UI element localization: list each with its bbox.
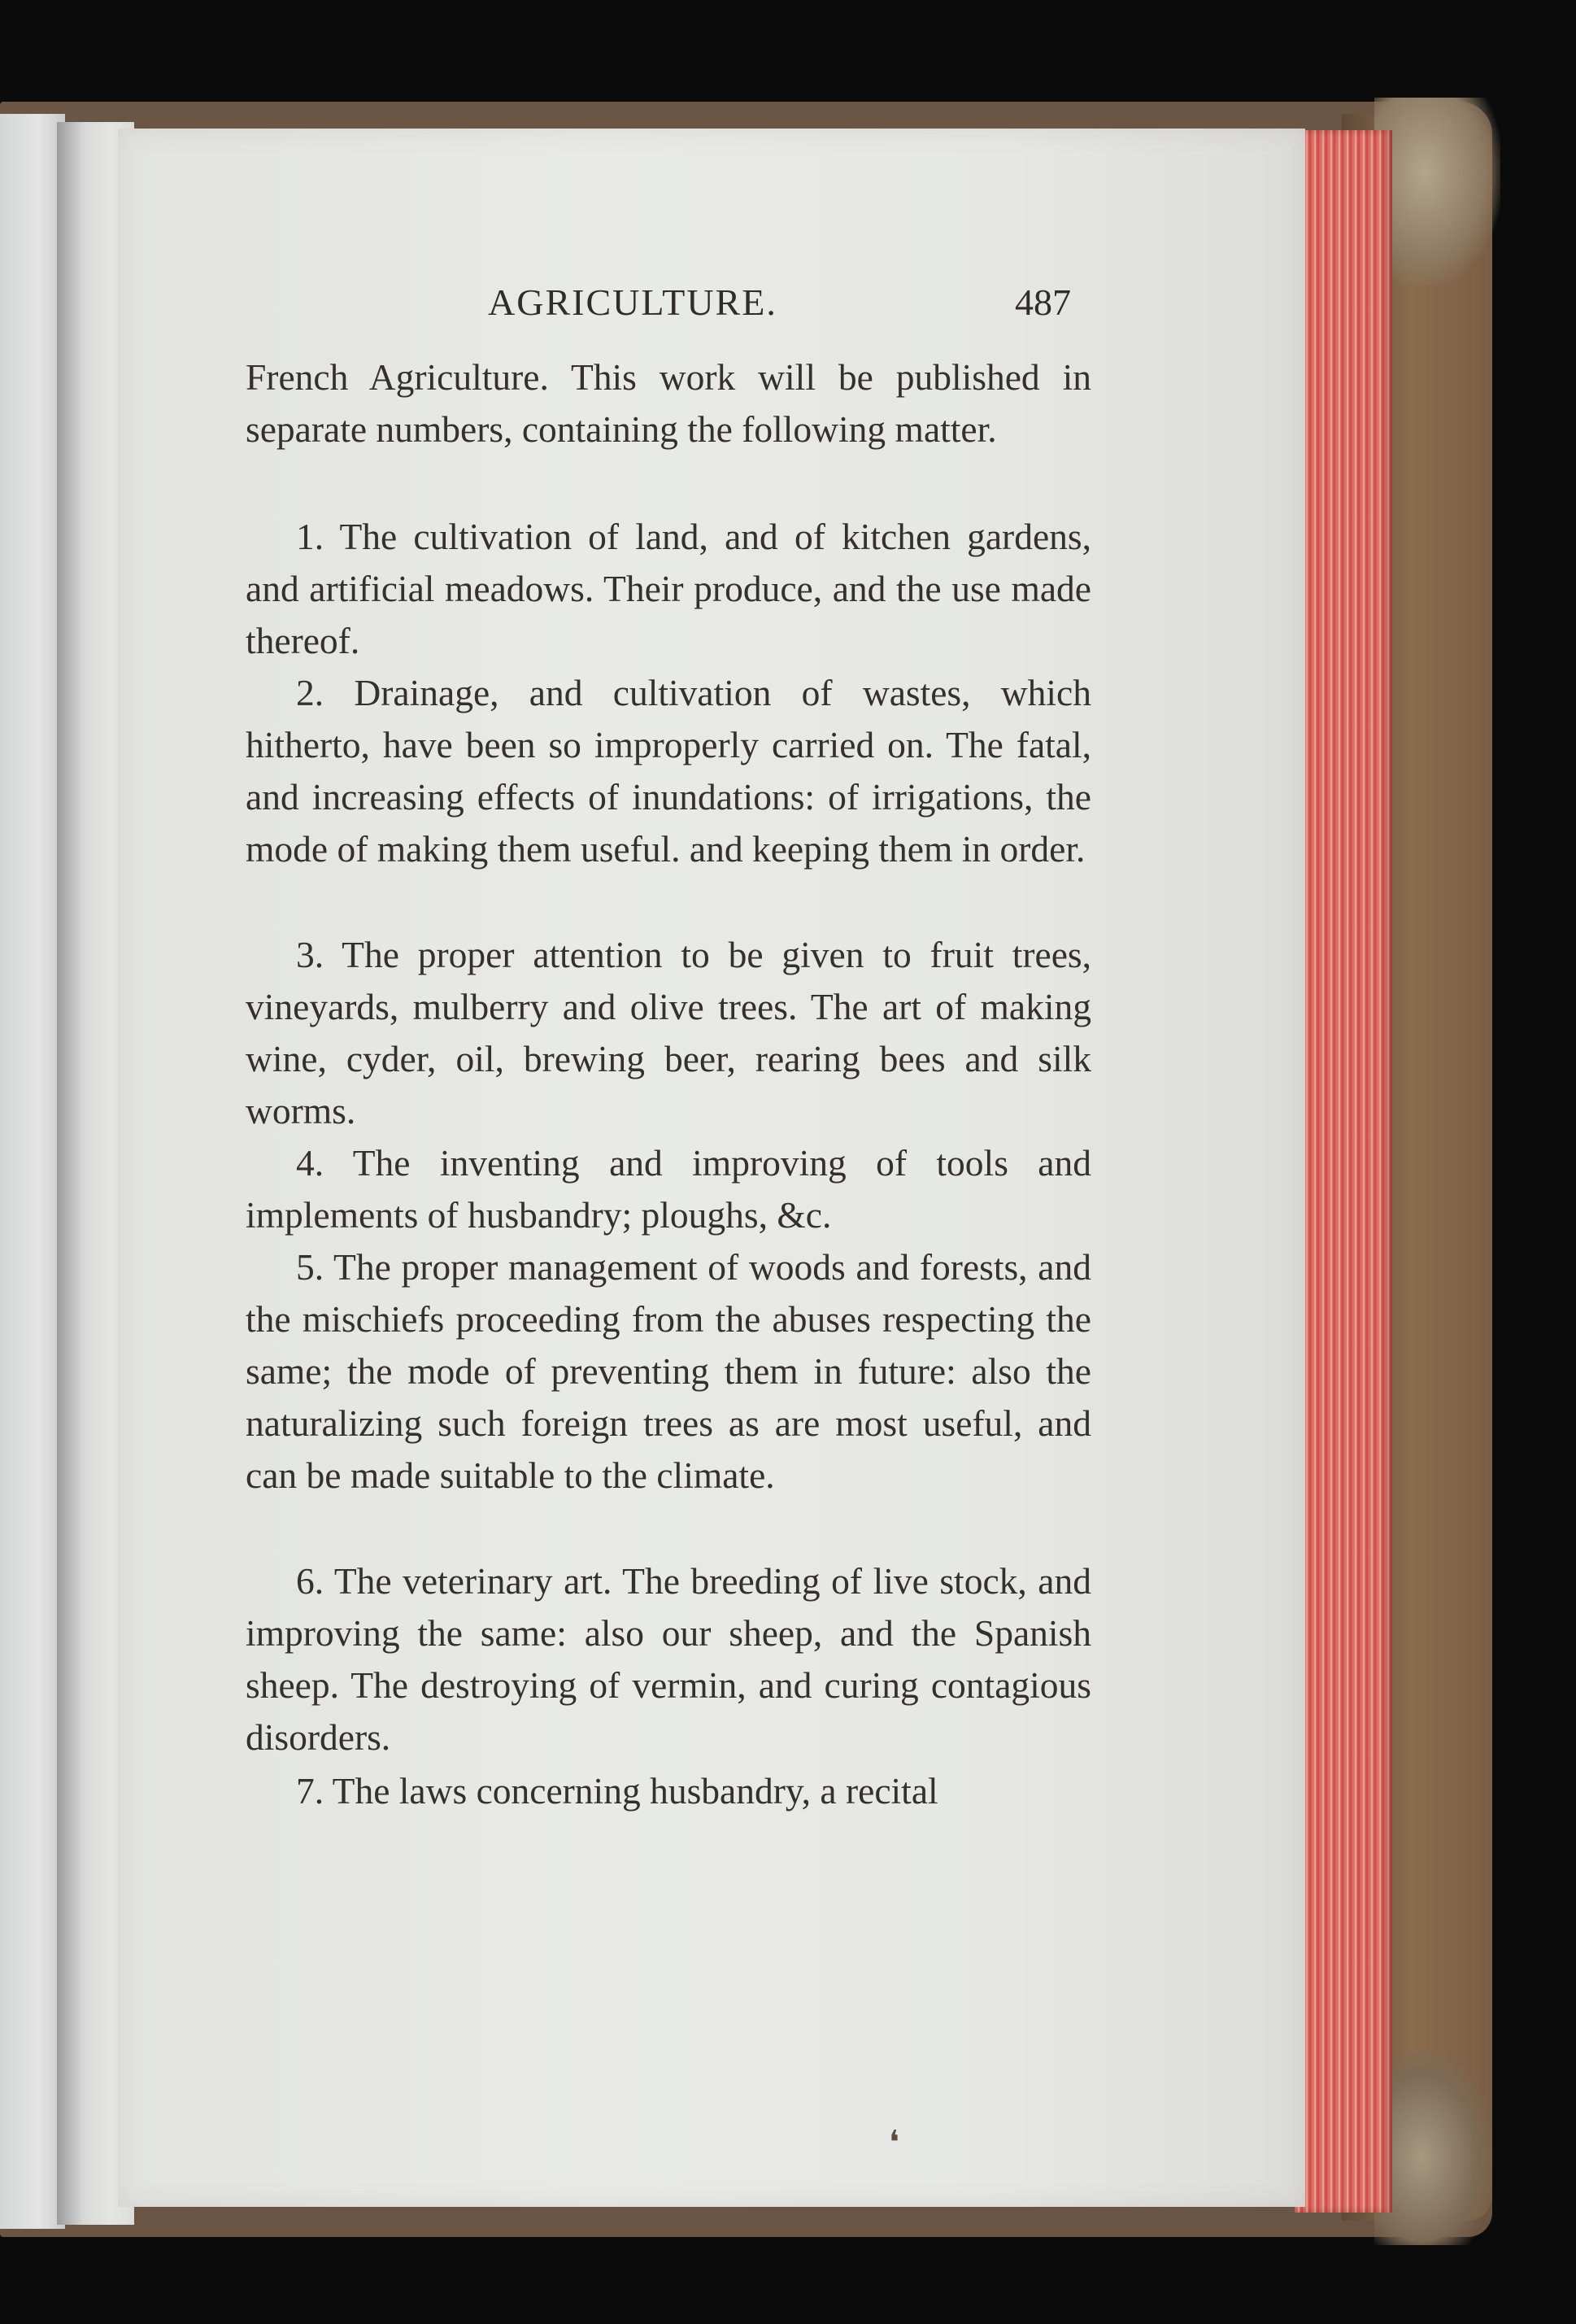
facing-page-edge xyxy=(0,114,65,2229)
frayed-corner-top xyxy=(1374,98,1500,285)
page-number: 487 xyxy=(1015,281,1071,323)
paragraph-item-2: 2. Drainage, and cultivation of wastes, which hitherto, have been so improperly carried on. The fatal, and increasing effects of inundations: of irrigations, the mode of making them useful. and keeping them in order. xyxy=(246,672,1091,870)
paragraph-item-6: 6. The veterinary art. The breeding of live stock, and improving the same: also our sheep, and the Spanish sheep. The destroying of vermin, and curing contagious disorders. xyxy=(246,1560,1091,1758)
paper-blemish: ❛ xyxy=(889,2124,899,2160)
paragraph-item-3: 3. The proper attention to be given to fruit trees, vineyards, mulberry and olive trees. The art of making wine, cyder, oil, brewing beer, rearing bees and silk worms. xyxy=(246,934,1091,1131)
paragraph-item-5: 5. The proper management of woods and forests, and the mischiefs proceeding from the abuses respecting the same; the mode of preventing them in future: also the naturalizing such foreign trees as are most useful, and can be made suitable to the climate. xyxy=(246,1246,1091,1496)
paragraph-item-7: 7. The laws concerning husbandry, a recital xyxy=(296,1770,938,1812)
paragraph-item-4: 4. The inventing and improving of tools and implements of husbandry; ploughs, &c. xyxy=(246,1142,1091,1236)
red-page-edges xyxy=(1295,130,1392,2213)
running-title: AGRICULTURE. xyxy=(488,281,777,323)
paragraph-item-1: 1. The cultivation of land, and of kitchen gardens, and artificial meadows. Their produce, and the use made thereof. xyxy=(246,516,1091,661)
paragraph-intro: French Agriculture. This work will be published in separate numbers, containing the following matter. xyxy=(246,356,1091,450)
